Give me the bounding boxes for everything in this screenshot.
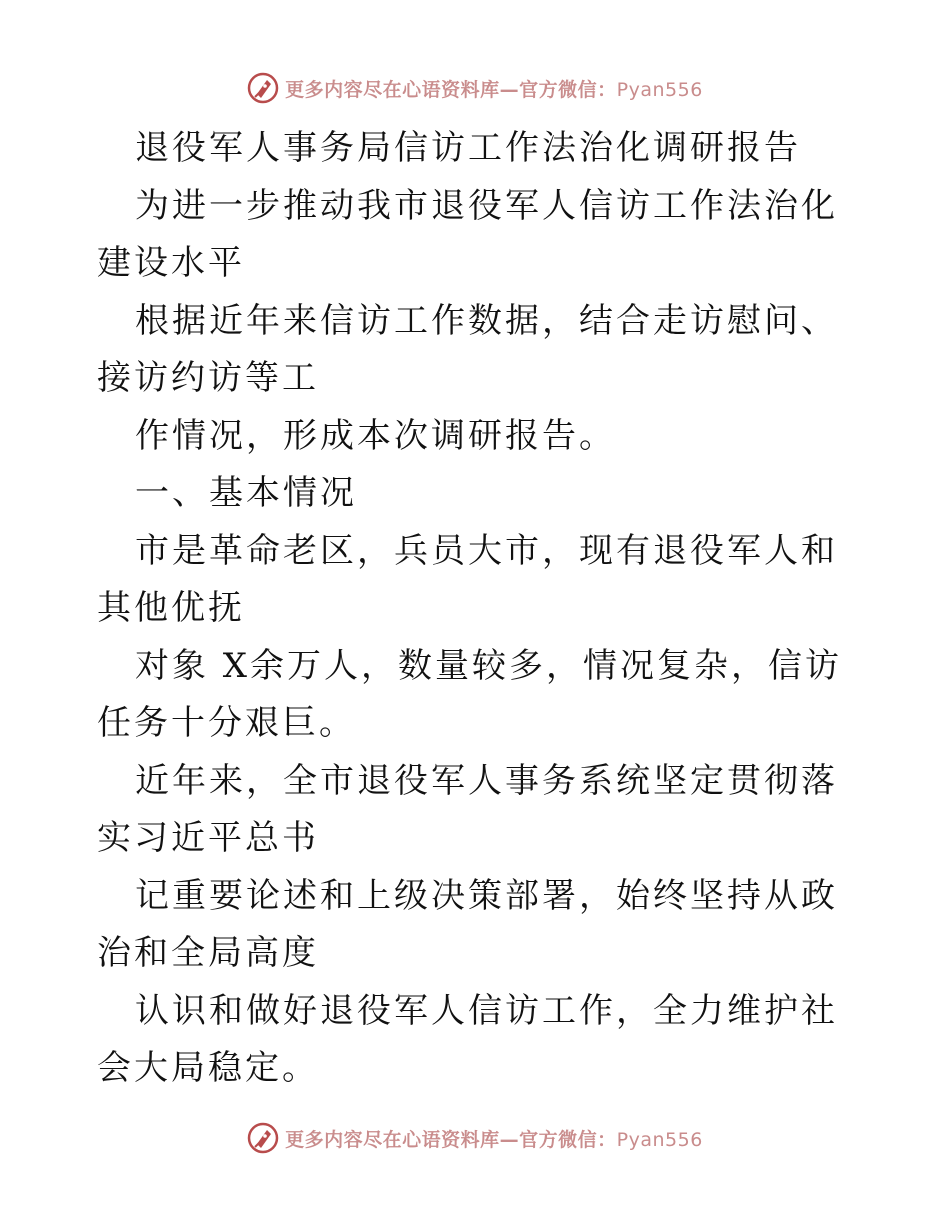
paragraph: 近年来，全市退役军人事务系统坚定贯彻落实习近平总书 xyxy=(97,760,838,858)
watermark-footer xyxy=(0,1122,950,1154)
document-title: 退役军人事务局信访工作法治化调研报告 xyxy=(135,128,801,168)
pen-nib-logo-icon xyxy=(247,72,279,104)
watermark-header xyxy=(0,72,950,104)
watermark-text: 更多内容尽在心语资料库—官方微信：Pyan556 xyxy=(285,78,703,101)
pen-nib-logo-icon xyxy=(247,1122,279,1154)
section-heading: 一、基本情况 xyxy=(135,473,357,513)
paragraph: 为进一步推动我市退役军人信访工作法治化建设水平 xyxy=(97,185,838,283)
document-body xyxy=(97,120,857,1098)
paragraph: 认识和做好退役军人信访工作，全力维护社会大局稳定。 xyxy=(97,990,838,1088)
paragraph: 根据近年来信访工作数据，结合走访慰问、接访约访等工 xyxy=(97,300,838,398)
paragraph: 记重要论述和上级决策部署，始终坚持从政治和全局高度 xyxy=(97,875,838,973)
paragraph: 作情况，形成本次调研报告。 xyxy=(135,415,616,456)
paragraph: 市是革命老区，兵员大市，现有退役军人和其他优抚 xyxy=(97,530,838,628)
paragraph: 对象 X余万人，数量较多，情况复杂，信访任务十分艰巨。 xyxy=(97,645,843,743)
watermark-text: 更多内容尽在心语资料库—官方微信：Pyan556 xyxy=(285,1128,703,1151)
